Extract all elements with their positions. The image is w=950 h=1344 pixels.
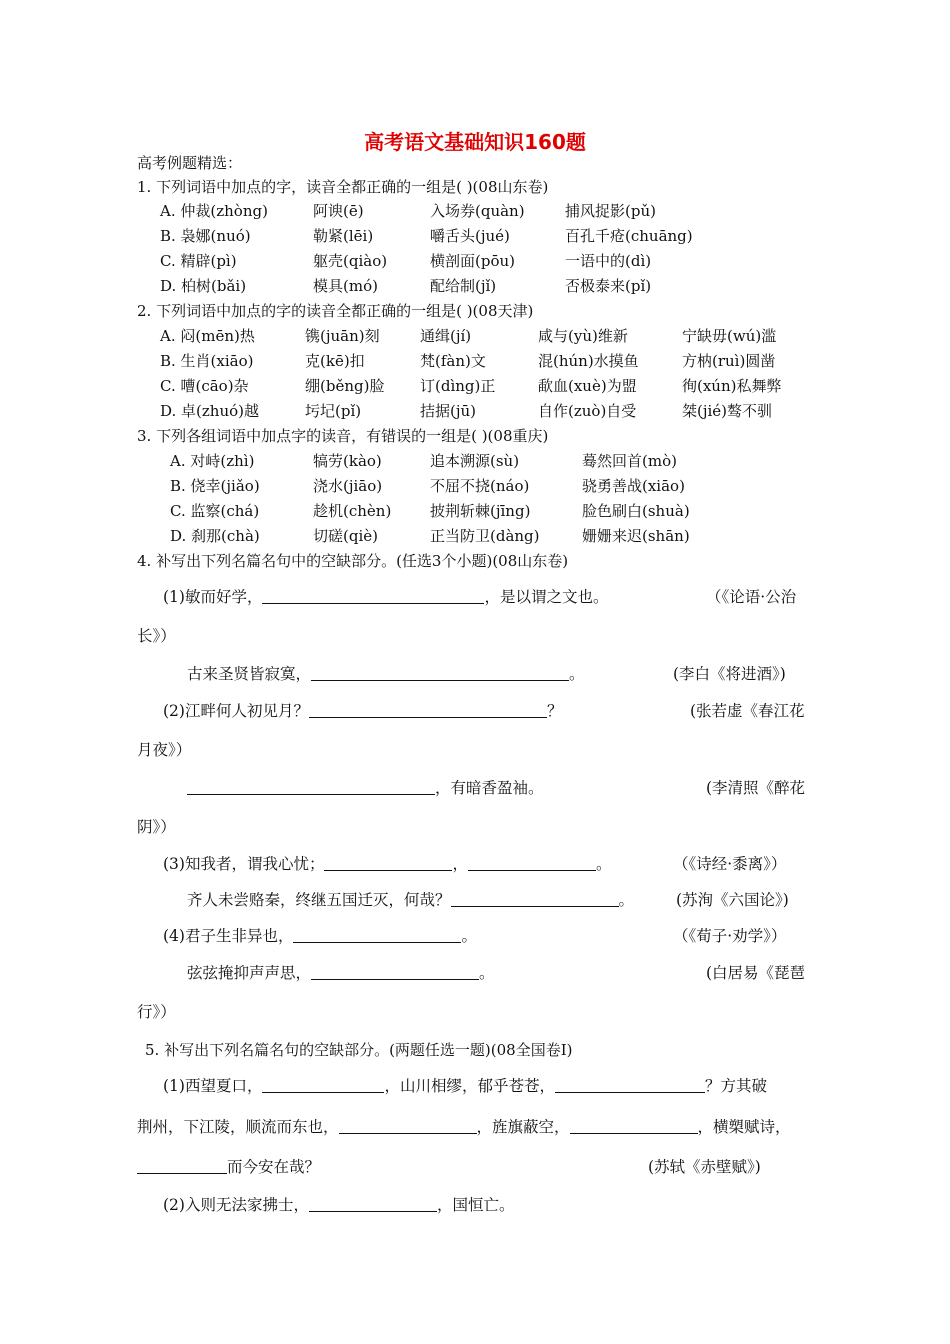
q3-d1: D. 刹那(chà) xyxy=(170,527,260,545)
answer-blank[interactable] xyxy=(187,779,435,795)
q4-line8-source-cont: 行》） xyxy=(137,1003,176,1021)
q1-d1: D. 柏树(bǎi) xyxy=(160,277,247,295)
q4-line4-source-cont: 阴》） xyxy=(137,818,176,836)
q1-d3: 配给制(jǐ) xyxy=(430,277,497,295)
q4-line1-end: ，是以谓之文也。 xyxy=(484,588,609,606)
q3-d3: 正当防卫(dàng) xyxy=(430,527,540,545)
q1-b3: 嚼舌头(jué) xyxy=(430,227,510,245)
q1-b1: B. 袅娜(nuó) xyxy=(160,227,251,245)
answer-blank[interactable] xyxy=(339,1118,477,1134)
q4-line5-end: 。 xyxy=(595,855,612,873)
q2-b4: 混(hún)水摸鱼 xyxy=(538,352,639,370)
intro: 高考例题精选： xyxy=(137,154,243,172)
q4-line4 xyxy=(187,778,544,798)
q5-line2-end: ，横槊赋诗， xyxy=(697,1118,791,1136)
q1-c1: C. 精辟(pì) xyxy=(160,252,237,270)
q1-c2: 躯壳(qiào) xyxy=(313,252,388,270)
q5-line2-mid: ，旌旗蔽空， xyxy=(476,1118,570,1136)
q2-a3: 通缉(jí) xyxy=(420,327,472,345)
q2-a2: 镌(juān)刻 xyxy=(305,327,380,345)
q2-a1: A. 闷(mēn)热 xyxy=(160,327,255,345)
q4-line3-start: (2)江畔何人初见月？ xyxy=(163,702,309,720)
q3-c1: C. 监察(chá) xyxy=(170,502,260,520)
q2-d3: 拮据(jū) xyxy=(420,402,477,420)
q2-a5: 宁缺毋(wú)滥 xyxy=(682,327,777,345)
q1-a4: 捕风捉影(pǔ) xyxy=(565,202,656,220)
q3-a4: 蓦然回首(mò) xyxy=(582,452,677,470)
answer-blank[interactable] xyxy=(293,927,461,943)
q3-b4: 骁勇善战(xiāo) xyxy=(582,477,685,495)
q4-line8 xyxy=(187,963,495,983)
q1-a1: A. 仲裁(zhòng) xyxy=(160,202,268,220)
q5-line4-end: ，国恒亡。 xyxy=(436,1196,515,1214)
answer-blank[interactable] xyxy=(468,855,596,871)
q3-d4: 姗姗来迟(shān) xyxy=(582,527,690,545)
answer-blank[interactable] xyxy=(311,665,569,681)
q3-b2: 浇水(jiāo) xyxy=(313,477,383,495)
answer-blank[interactable] xyxy=(309,702,547,718)
q3-c4: 脸色刷白(shuà) xyxy=(582,502,690,520)
q2-d2: 圬圮(pǐ) xyxy=(305,402,362,420)
q4-line8-end: 。 xyxy=(479,964,495,982)
q5-line3-end: 而今安在哉？ xyxy=(227,1158,321,1176)
q5-line1-end: ？方其破 xyxy=(704,1077,767,1095)
answer-blank[interactable] xyxy=(311,964,479,980)
q2-c4: 歃血(xuè)为盟 xyxy=(538,377,637,395)
q4-line7 xyxy=(163,926,477,946)
q4-line5-mid: ， xyxy=(452,855,468,873)
q2-d5: 桀(jié)骜不驯 xyxy=(682,402,773,420)
q4-line5-source: （《诗经·黍离》） xyxy=(673,855,787,873)
q4-line6-source: (苏洵《六国论》) xyxy=(676,891,789,909)
answer-blank[interactable] xyxy=(451,891,619,907)
q3-d2: 切磋(qiè) xyxy=(313,527,378,545)
q2-b5: 方枘(ruì)圆凿 xyxy=(682,352,776,370)
answer-blank[interactable] xyxy=(555,1077,705,1093)
q2-a4: 咸与(yù)维新 xyxy=(538,327,628,345)
q2-d4: 自作(zuò)自受 xyxy=(538,402,637,420)
q5-line1-mid: ，山川相缪，郁乎苍苍， xyxy=(384,1077,555,1095)
q3-c3: 披荆斩棘(jīng) xyxy=(430,502,531,520)
q2-c1: C. 嘈(cāo)杂 xyxy=(160,377,249,395)
q5-line1 xyxy=(163,1076,767,1096)
q4-line2-start: 古来圣贤皆寂寞， xyxy=(187,665,312,683)
q5-line3-source: (苏轼《赤壁赋》) xyxy=(648,1158,761,1176)
q4-line8-source: (白居易《琵琶 xyxy=(706,964,806,982)
q5-line2 xyxy=(137,1117,791,1137)
q3-b3: 不屈不挠(náo) xyxy=(430,477,530,495)
q4-line6 xyxy=(187,890,634,910)
q5-line1-start: (1)西望夏口， xyxy=(163,1077,263,1095)
q5-line2-start: 荆州，下江陵，顺流而东也， xyxy=(137,1118,339,1136)
q4-line3-source-cont: 月夜》） xyxy=(137,741,192,759)
q2-c3: 订(dìng)正 xyxy=(420,377,496,395)
q2-b1: B. 生肖(xiāo) xyxy=(160,352,254,370)
q4-line2-end: 。 xyxy=(569,665,585,683)
q3-a1: A. 对峙(zhì) xyxy=(170,452,255,470)
q4-line5 xyxy=(163,854,612,874)
q1-c3: 横剖面(pōu) xyxy=(430,252,515,270)
q4-line6-end: 。 xyxy=(618,891,635,909)
q3-a3: 追本溯源(sù) xyxy=(430,452,520,470)
q4-line7-source: （《荀子·劝学》） xyxy=(673,927,787,945)
page-title: 高考语文基础知识160题 xyxy=(364,130,586,154)
q1-d2: 模具(mó) xyxy=(313,277,378,295)
q4-line4-end: ，有暗香盈袖。 xyxy=(435,779,544,797)
q2-stem: 2. 下列词语中加点的字的读音全都正确的一组是( )(08天津) xyxy=(137,302,534,320)
q2-c2: 绷(běng)脸 xyxy=(305,377,385,395)
answer-blank[interactable] xyxy=(309,1196,437,1212)
q2-b2: 克(kē)扣 xyxy=(305,352,365,370)
q5-stem: 5. 补写出下列名篇名句的空缺部分。(两题任选一题)(08全国卷Ⅰ) xyxy=(145,1041,573,1059)
q1-d4: 否极泰来(pǐ) xyxy=(565,277,652,295)
q3-c2: 趁机(chèn) xyxy=(313,502,392,520)
q4-line2 xyxy=(187,664,585,684)
q5-line3 xyxy=(137,1157,320,1177)
q1-b4: 百孔千疮(chuāng) xyxy=(565,227,693,245)
q4-line2-source: (李白《将进酒》) xyxy=(673,665,786,683)
q4-line7-start: (4)君子生非异也， xyxy=(163,927,294,945)
q4-line3-source: (张若虚《春江花 xyxy=(690,702,805,720)
q4-line1-source: （《论语·公治 xyxy=(706,588,797,606)
q4-line5-start: (3)知我者，谓我心忧； xyxy=(163,855,325,873)
q1-c4: 一语中的(dì) xyxy=(565,252,652,270)
q1-stem: 1. 下列词语中加点的字，读音全都正确的一组是( )(08山东卷) xyxy=(137,178,549,196)
q2-d1: D. 卓(zhuó)越 xyxy=(160,402,259,420)
q1-a2: 阿谀(ē) xyxy=(313,202,364,220)
q5-line4 xyxy=(163,1195,514,1215)
q4-line3 xyxy=(163,701,562,721)
q4-line3-end: ？ xyxy=(546,702,563,720)
q3-b1: B. 侥幸(jiǎo) xyxy=(170,477,260,495)
q4-line1 xyxy=(163,587,608,607)
q1-a3: 入场券(quàn) xyxy=(430,202,525,220)
answer-blank[interactable] xyxy=(262,588,484,604)
q2-c5: 徇(xún)私舞弊 xyxy=(682,377,782,395)
q4-line8-start: 弦弦掩抑声声思， xyxy=(187,964,312,982)
answer-blank[interactable] xyxy=(324,855,452,871)
q3-stem: 3. 下列各组词语中加点字的读音，有错误的一组是( )(08重庆) xyxy=(137,427,549,445)
answer-blank[interactable] xyxy=(262,1077,384,1093)
q4-line7-end: 。 xyxy=(461,927,477,945)
q4-stem: 4. 补写出下列名篇名句中的空缺部分。(任选3个小题)(08山东卷) xyxy=(137,552,569,570)
q5-line4-start: (2)入则无法家拂士， xyxy=(163,1196,309,1214)
q1-b2: 勒紧(lēi) xyxy=(313,227,374,245)
q4-line4-source: (李清照《醉花 xyxy=(706,779,806,797)
q2-b3: 梵(fàn)文 xyxy=(420,352,486,370)
answer-blank[interactable] xyxy=(137,1158,227,1174)
q4-line1-source-cont: 长》） xyxy=(137,627,176,645)
answer-blank[interactable] xyxy=(570,1118,698,1134)
q4-line1-start: (1)敏而好学， xyxy=(163,588,263,606)
q3-a2: 犒劳(kào) xyxy=(313,452,382,470)
q4-line6-start: 齐人未尝赂秦，终继五国迁灭，何哉？ xyxy=(187,891,451,909)
